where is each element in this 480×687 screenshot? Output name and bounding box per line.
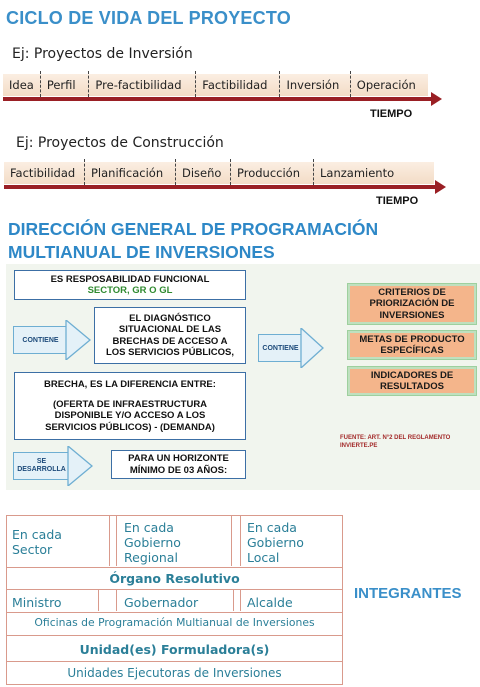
brecha-line: (OFERTA DE INFRAESTRUCTURA bbox=[52, 398, 208, 410]
table-cell-sector bbox=[12, 527, 62, 557]
table-divider bbox=[7, 589, 342, 590]
cell-line: Regional bbox=[124, 550, 178, 565]
stage-factibilidad: Factibilidad bbox=[10, 166, 76, 180]
stage-planificacion: Planificación bbox=[91, 166, 164, 180]
criterios-line: CRITERIOS DE bbox=[378, 286, 446, 298]
cell-line: Local bbox=[247, 550, 280, 565]
se-desarrolla-label bbox=[13, 452, 69, 480]
section-title-line: MULTIANUAL DE INVERSIONES bbox=[8, 242, 275, 262]
integrantes-label: INTEGRANTES bbox=[354, 585, 462, 602]
integrantes-table bbox=[6, 515, 343, 685]
cell-line: En cada bbox=[247, 520, 297, 535]
organo-resolutivo: Órgano Resolutivo bbox=[109, 571, 240, 586]
table-cell-gobierno-local bbox=[247, 520, 304, 565]
arrow-tip-icon bbox=[67, 446, 93, 486]
source-line: FUENTE: ART. N°2 DEL REGLAMENTO bbox=[340, 435, 451, 441]
indicadores-box bbox=[348, 367, 476, 395]
stage-produccion: Producción bbox=[237, 166, 300, 180]
criterios-line: PRIORIZACIÓN DE bbox=[369, 298, 455, 310]
arrow-tip-icon bbox=[65, 320, 91, 360]
se-desarrolla-arrow bbox=[13, 446, 93, 486]
diagnostico-line: LOS SERVICIOS PÚBLICOS, bbox=[105, 347, 235, 358]
table-divider bbox=[233, 589, 234, 611]
stage-inversion: Inversión bbox=[286, 78, 340, 92]
section-title-line: DIRECCIÓN GENERAL DE PROGRAMACIÓN bbox=[8, 219, 379, 239]
brecha-title: BRECHA, ES LA DIFERENCIA ENTRE: bbox=[44, 379, 216, 390]
source-line: INVIERTE.PE bbox=[340, 443, 378, 449]
stage-perfil: Perfil bbox=[46, 78, 76, 92]
stage-factibilidad: Factibilidad bbox=[202, 78, 268, 92]
section-title bbox=[8, 218, 378, 264]
diagnostico-line: SITUACIONAL DE LAS bbox=[118, 324, 222, 335]
construccion-stage-band bbox=[4, 162, 434, 184]
criterios-box bbox=[348, 284, 476, 324]
arrowhead-icon bbox=[431, 92, 442, 106]
criterios-line: INVERSIONES bbox=[379, 309, 445, 321]
inversion-stage-band bbox=[3, 74, 428, 96]
stage-operacion: Operación bbox=[356, 78, 416, 92]
table-divider bbox=[7, 635, 342, 636]
construccion-label: Ej: Proyectos de Construcción bbox=[16, 135, 224, 151]
table-divider bbox=[7, 612, 342, 613]
diagnostico-box bbox=[94, 307, 246, 364]
contiene-arrow-label: CONTIENE bbox=[258, 334, 302, 362]
brecha-line: DISPONIBLE Y/O ACCESO A LOS bbox=[54, 410, 206, 421]
table-cell-gobierno-regional bbox=[124, 520, 181, 565]
diagnostico-line: EL DIAGNÓSTICO bbox=[129, 312, 211, 324]
stage-diseno: Diseño bbox=[182, 166, 222, 180]
inversion-label: Ej: Proyectos de Inversión bbox=[12, 46, 193, 62]
indicadores-line: INDICADORES DE bbox=[370, 369, 454, 381]
table-divider bbox=[240, 589, 241, 611]
brecha-line: SERVICIOS PÚBLICOS) - (DEMANDA) bbox=[45, 421, 215, 433]
table-divider bbox=[116, 589, 117, 611]
cell-ministro: Ministro bbox=[12, 595, 62, 610]
indicadores-line: RESULTADOS bbox=[379, 381, 445, 392]
stage-lanzamiento: Lanzamiento bbox=[320, 166, 395, 180]
cell-gobernador: Gobernador bbox=[124, 595, 199, 610]
cell-alcalde: Alcalde bbox=[247, 595, 293, 610]
metas-box bbox=[348, 331, 476, 359]
responsabilidad-entities: SECTOR, GR O GL bbox=[87, 285, 173, 296]
contiene-arrow bbox=[258, 328, 324, 368]
stage-pre-factibilidad: Pre-factibilidad bbox=[95, 78, 182, 92]
table-divider bbox=[7, 567, 342, 568]
arrow-tip-icon bbox=[300, 328, 324, 368]
table-divider bbox=[240, 516, 241, 566]
time-axis-label: TIEMPO bbox=[370, 108, 413, 120]
stage-idea: Idea bbox=[9, 78, 34, 92]
cell-line: Gobierno bbox=[124, 535, 181, 550]
oficinas-programacion: Oficinas de Programación Multianual de Inversiones bbox=[34, 616, 315, 629]
responsabilidad-box bbox=[14, 270, 246, 300]
table-divider bbox=[98, 589, 99, 611]
se-desarrolla-line: SE bbox=[36, 458, 47, 465]
diagnostico-line: BRECHAS DE ACCESO A bbox=[112, 335, 228, 347]
horizonte-line: PARA UN HORIZONTE bbox=[128, 453, 229, 464]
time-axis-arrow bbox=[4, 185, 436, 189]
unidades-ejecutoras: Unidades Ejecutoras de Inversiones bbox=[67, 666, 282, 680]
unidad-formuladora: Unidad(es) Formuladora(s) bbox=[79, 642, 270, 657]
metas-line: METAS DE PRODUCTO bbox=[359, 333, 465, 345]
table-divider bbox=[231, 516, 232, 566]
source-note bbox=[340, 434, 480, 450]
cell-line: En cada bbox=[124, 520, 174, 535]
horizonte-box bbox=[111, 450, 246, 479]
se-desarrolla-line: DESARROLLA bbox=[17, 466, 66, 473]
arrowhead-icon bbox=[435, 180, 446, 194]
cell-line: Gobierno bbox=[247, 535, 304, 550]
cell-line: En cada bbox=[12, 527, 62, 542]
page-title: CICLO DE VIDA DEL PROYECTO bbox=[6, 8, 291, 28]
cell-line: Sector bbox=[12, 542, 53, 557]
metas-line: ESPECÍFICAS bbox=[380, 345, 444, 356]
time-axis-arrow bbox=[3, 97, 432, 101]
table-divider bbox=[109, 516, 110, 566]
table-divider bbox=[116, 516, 117, 566]
brecha-box bbox=[14, 372, 246, 440]
contiene-arrow-label: CONTIENE bbox=[13, 326, 67, 354]
table-divider bbox=[7, 661, 342, 662]
responsabilidad-text: ES RESPOSABILIDAD FUNCIONAL bbox=[50, 273, 210, 285]
time-axis-label: TIEMPO bbox=[376, 195, 419, 207]
contiene-arrow bbox=[13, 320, 91, 360]
horizonte-line: MÍNIMO DE 03 AÑOS: bbox=[129, 464, 228, 476]
